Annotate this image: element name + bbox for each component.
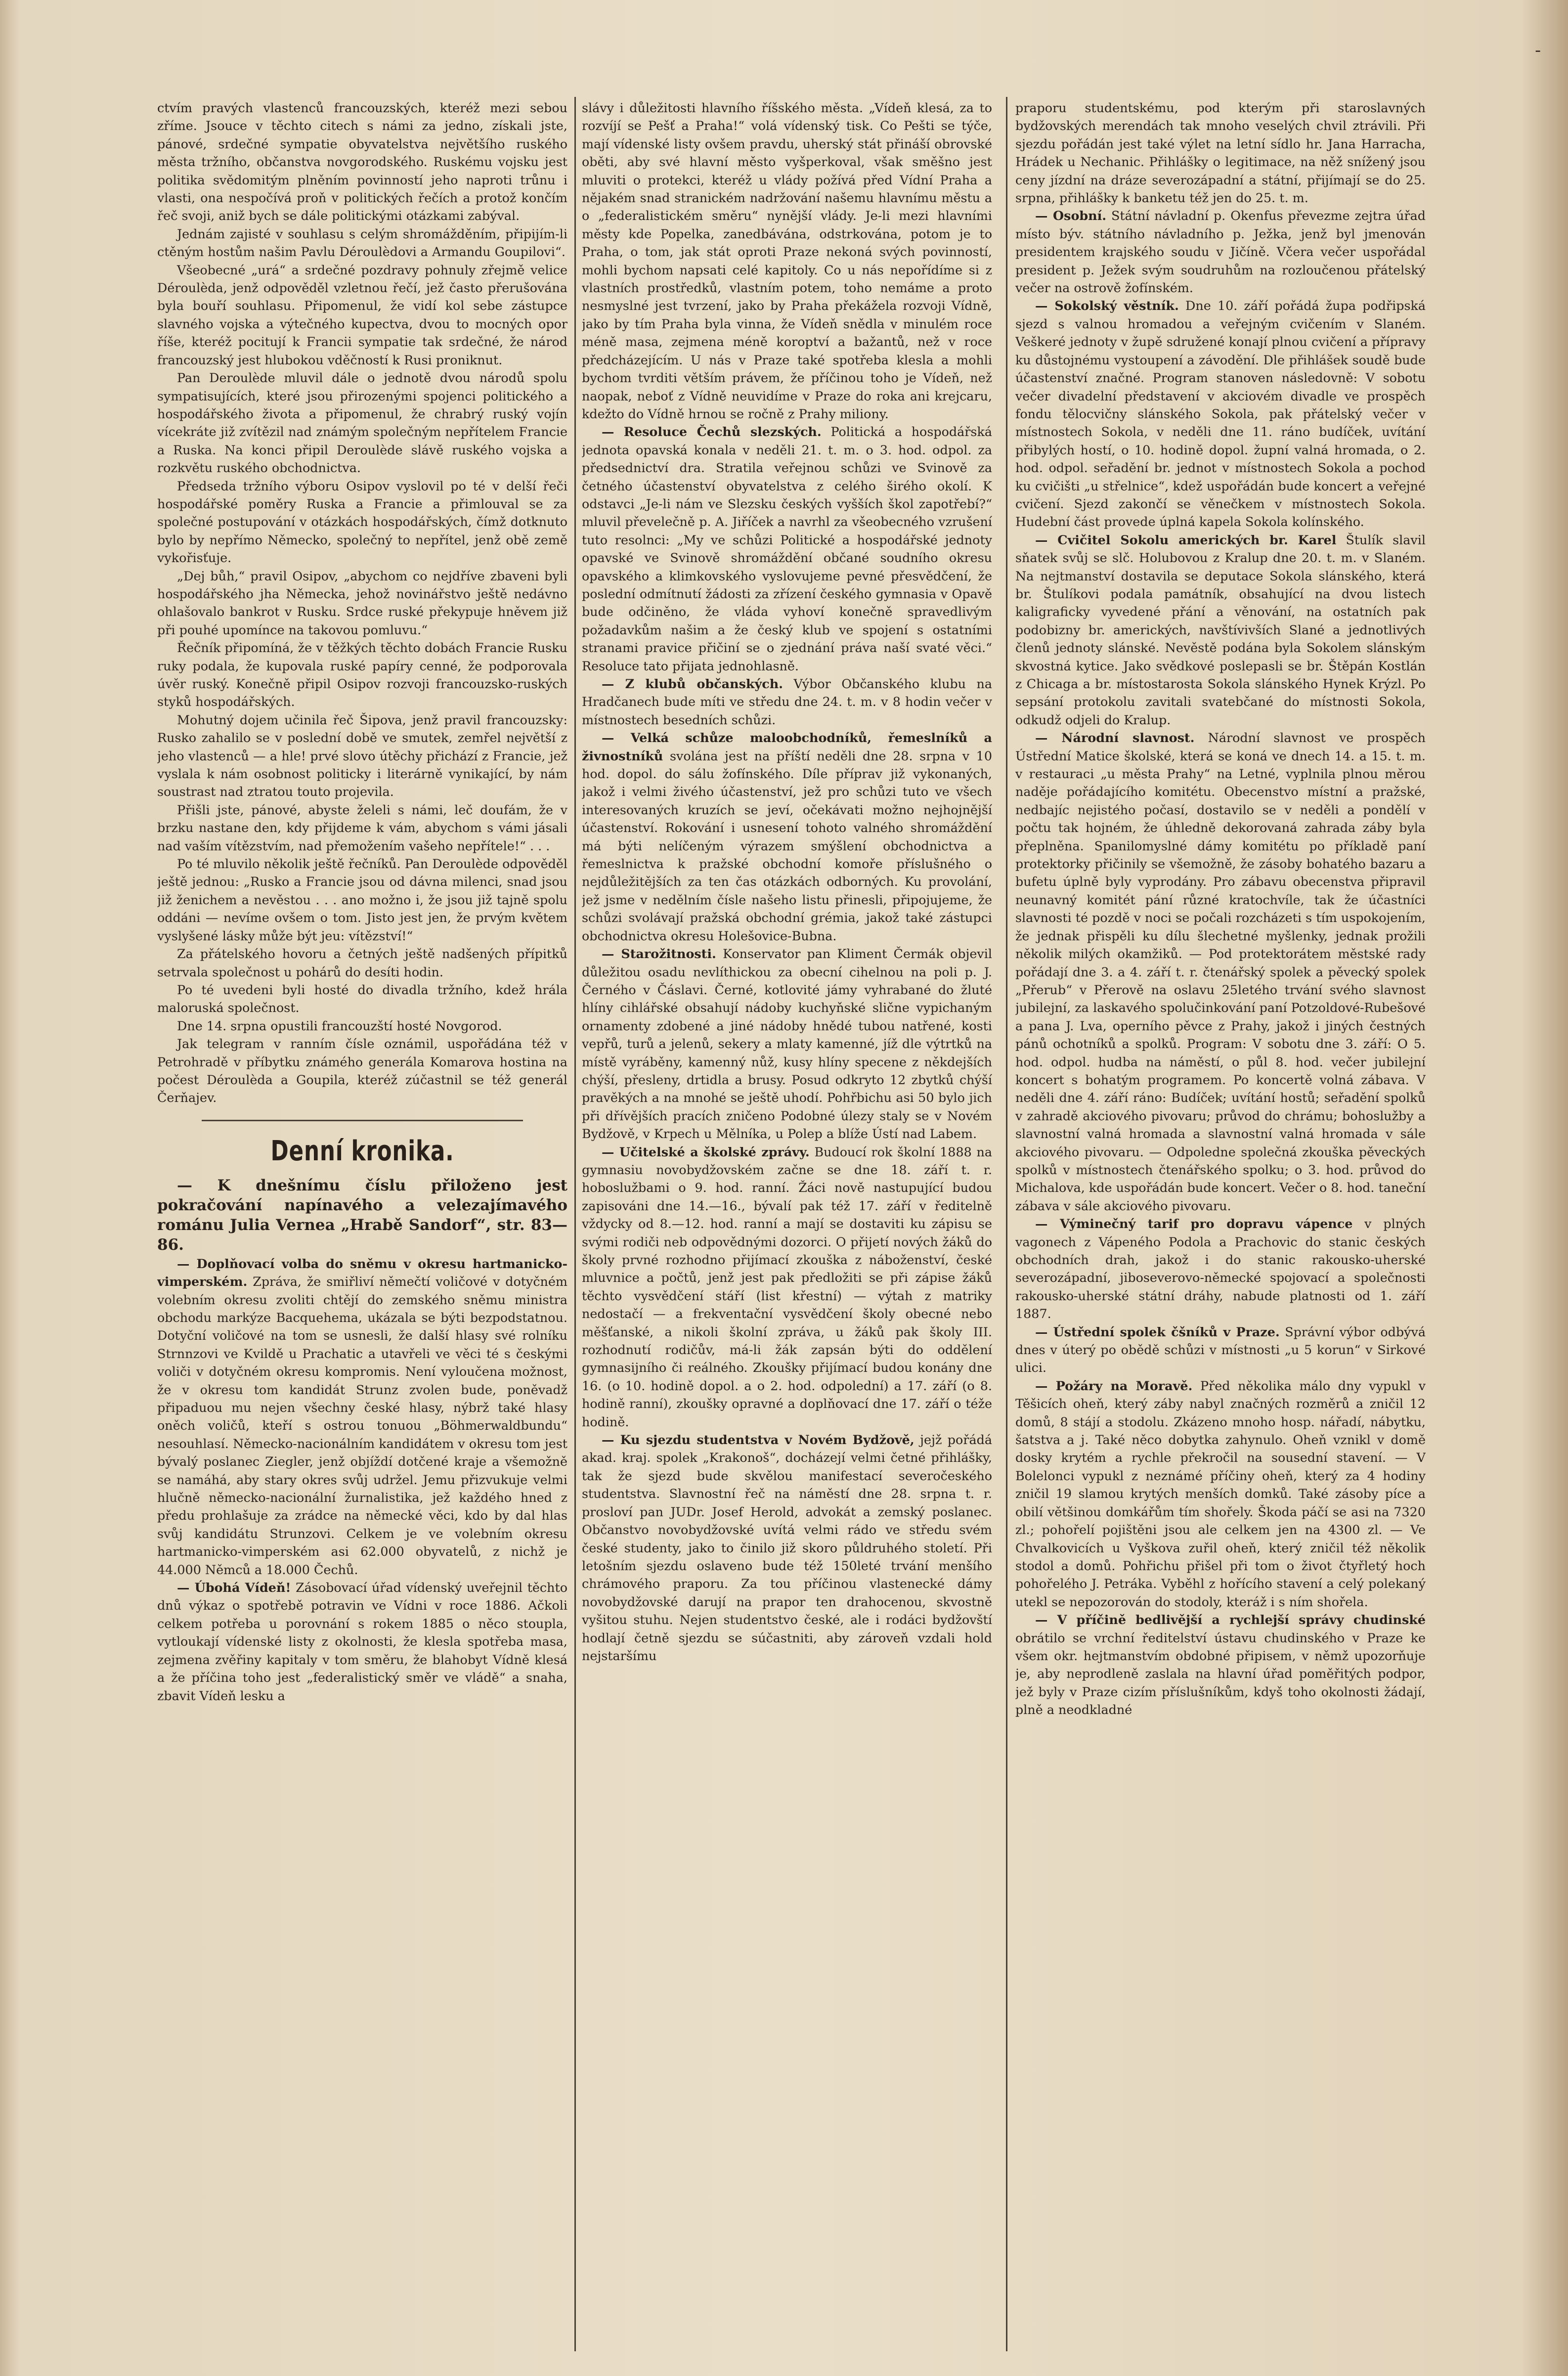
news-body: jejž pořádá akad. kraj. spolek „Krakonoš“, docházejí velmi četné přihlášky, tak že sjezd bude skvělou manifestací severočeského studentstva. Slavnostní řeč na náměstí dne 28. srpna t. r. prosloví pan JUDr. Josef Herold, advokát a zemský poslanec. Občanstvo novobydžovské uvítá velmi rádo ve středu svém české studenty, jako to činilo již skoro půldruhého století. Při letošním sjezdu oslaveno bude též 150leté trvání menšího chrámového praporu. Za tou příčinou vlastenecké dámy novobydžovské darují na prapor ten drahocenou, skvostně vyšitou stuhu. Nejen studentstvo české, ale i rodáci bydžovští hodlají četně sjezdu se súčastniti, aby zároveň vzdali hold nejstaršímu [582,1432,992,1663]
news-item [582,423,992,675]
paragraph: Přišli jste, pánové, abyste želeli s námi, leč doufám, že v brzku nastane den, kdy přijdeme k vám, abychom s vámi jásali nad vaším vítězstvím, nad přemožením vašeho nepřítele!“ . . . [157,802,567,853]
news-body: Zpráva, že smiřliví němečtí voličové v dotyčném volebním okresu zvoliti chtějí do zemského sněmu ministra obchodu markýze Bacquehema, ukázala se býti bezpodstatnou. Dotyční voličové na tom se usnesli, že další hlasy své rolníku Strnnzovi ve Kvildě u Prachatic a utavřeli ve věci té s českými voliči v dotyčném okresu kompromis. Není vyloučena možnost, že v okresu tom kandidát Strunz zvolen bude, poněvadž připaduou mu nejen všechny české hlasy, nýbrž také hlasy oněch voličů, kteří s ostrou tonuou „Böhmerwaldbundu“ nesouhlasí. Německo-nacionálním kandidátem v okresu tom jest bývalý poslanec Ziegler, jenž objíždí dotčené kraje a všemožně se namáhá, aby stary okres svůj udržel. Jemu přizvukuje velmi hlučně německo-nacionální žurnalistika, jež každého hned z předu prohlašuje za zrádce na německé věci, kdo by dal hlas svůj kandidátu Strunzovi. Celkem je ve volebním okresu hartmanicko-vimperském asi 62.000 obyvatelů, z nichž je 44.000 Němců a 18.000 Čechů. [157,1274,567,1577]
news-headline: — Sokolský věstník. [1035,298,1179,313]
news-item [582,729,992,945]
paragraph: slávy i důležitosti hlavního říšského města. „Vídeň klesá, za to rozvíjí se Pešť a Praha!“ volá vídenský tisk. Co Pešti se týče, mají vídenské listy ovšem pravdu, uherský stát přináší obrovské oběti, aby své hlavní město vyšperkoval, však směšno jest mluviti o protekci, kteréž u vlády požívá před Vídní Praha a nějakém snad stranickém nadržování našemu hlavnímu městu a o „federalistickém směru“ nynější vlády. Je-li mezi hlavními městy kde Popelka, zanedbávána, odstrkována, potom je to Praha, o tom, jak stát oproti Praze nekoná svých povinností, mohli bychom napsati celé kapitoly. Co u nás nepořídíme si z vlastních prostředků, vlastním potem, toho nemáme a proto nesmyslné jest tvrzení, jako by Praha překážela rozvoji Vídně, jako by tím Praha byla vinna, že Vídeň snědla v minulém roce méně masa, zejmena méně koroptví a bažantů, než v roce předcházejícím. U nás v Praze také spotřeba klesla a mohli bychom tvrditi větším právem, že příčinou toho je Vídeň, než naopak, neboť z Vídně neuvidíme v Praze do roka ani krejcaru, kdežto do Vídně hrnou se ročně z Prahy miliony. [582,100,992,421]
margin-mark: - [1535,41,1541,60]
section-title: Denní kronika. [270,1135,454,1167]
news-headline: — Národní slavnost. [1035,730,1195,746]
paragraph: „Dej bůh,“ pravil Osipov, „abychom co nejdříve zbaveni byli hospodářského jha Německa, jehož novinářstvo ještě nedávno ohlašovalo bankrot v Rusku. Srdce ruské překypuje hněvem již při pouhé upomínce na takovou pomluvu.“ [157,568,567,637]
paragraph: Pan Deroulède mluvil dále o jednotě dvou národů spolu sympatisujících, které jsou přirozenými spojenci politického a hospodářského života a připomenul, že chrabrý ruský vojín vícekráte již zvítězil nad známým společným nepřítelem Francie a Ruska. Na konci připil Deroulède slávě ruského vojska a rozkvětu ruského obchodnictva. [157,370,567,476]
news-body: Politická a hospodářská jednota opavská konala v neděli 21. t. m. o 3. hod. odpol. za předsednictví dra. Stratila veřejnou schůzi ve Svinově za četného účastenství obyvatelstva z celého širého okolí. K odstavci „Je-li nám ve Slezsku českých vyšších škol zapotřebí?“ mluvil převelečně p. A. Jiříček a navrhl za všeobecného vzrušení tuto resolnci: „My ve schůzi Politické a hospodářské jednoty opavské ve Svinově shromáždění občané soudního okresu opavského a klimkovského vyslovujeme pevné přesvědčení, že poslední odmítnutí žádosti za zřízení českého gymnasia v Opavě bude odčiněno, že vláda vyhoví konečně spravedlivým požadavkům našim a že český klub ve spojení s ostatními stranami pravice přičiní se o zjednání práva naší svaté věci.“ Resoluce tato přijata jednohlasně. [582,424,992,673]
news-headline: — Požáry na Moravě. [1035,1378,1193,1393]
supplement-notice: — K dnešnímu číslu přiloženo jest pokračování napínavého a velezajímavého románu Julia Vernea „Hrabě Sandorf“, str. 83—86. [157,1176,567,1254]
news-item [582,675,992,729]
news-body: Zásobovací úřad vídenský uveřejnil těchto dnů výkaz o spotřebě potravin ve Vídni v roce 1886. Ačkoli celkem potřeba u porovnání s rokem 1885 o něco stoupla, vytloukají vídenské listy z okolnosti, že klesla spotřeba masa, zejmena zvěřiny kapitaly v tom směru, že blahobyt Vídně klesá a že příčina toho jest „federalistický směr ve vládě“ a snaha, zbavit Vídeň lesku a [157,1580,567,1703]
paragraph: Po té mluvilo několik ještě řečníků. Pan Deroulède odpověděl ještě jednou: „Rusko a Francie jsou od dávna milenci, snad jsou již ženichem a nevěstou . . . ano možno i, že jsou již tajně spolu oddáni — nevíme ovšem o tom. Jisto jest jen, že prvým květem vyslyšené lásky může být jeu: vítězství!“ [157,856,567,943]
column-2 [582,99,992,2353]
news-body: Štulík slavil sňatek svůj se slč. Holubovou z Kralup dne 20. t. m. v Slaném. Na nejtmanství dostavila se deputace Sokola slánského, která br. Štulíkovi podala památník, obsahující na dvou listech kaligraficky vyvedené přání a věnování, na ostatních pak podobizny br. amerických, navštívivších Slané a jednotlivých členů jednoty slánské. Nevěstě podána byla Sokolem slánským skvostná kytice. Jako svědkové poslepasli se br. Štěpán Kostlán z Chicaga a br. místostarosta Sokola slánského Hynek Krýzl. Po sepsání protokolu zavitali svatebčané do místnosti Sokola, odkudž odjeli do Kralup. [1015,532,1426,727]
news-item [582,945,992,1143]
news-item [1015,1215,1426,1322]
news-headline: — Učitelské a školské zprávy. [602,1144,810,1159]
news-item [1015,297,1426,530]
news-headline: — Doplňovací volba do sněmu v okresu hartmanicko-vimperském. [157,1256,567,1289]
news-item [1015,1611,1426,1718]
news-item [157,1255,567,1579]
news-item [157,1579,567,1705]
news-body: Výbor Občanského klubu na Hradčanech bude míti ve středu dne 24. t. m. v 8 hodin večer v místnostech besedních schůzi. [582,676,992,727]
paragraph: Jednám zajisté v souhlasu s celým shromážděním, připijím-li ctěným hostům našim Pavlu Déroulèdovi a Armandu Goupilovi“. [157,226,567,260]
news-item [1015,531,1426,729]
paragraph: Mohutný dojem učinila řeč Šipova, jenž pravil francouzsky: Rusko zahalilo se v poslední době ve smutek, zemřel největší z jeho vlastenců — a hle! prvé slovo útěchy přichází z Francie, jež vyslala k nám osobnost politicky i literárně vynikající, by nám soustrast nad ztratou touto projevila. [157,712,567,799]
news-item [582,1431,992,1665]
news-headline: — Osobní. [1035,208,1107,223]
news-body: Před několika málo dny vypukl v Těšicích oheň, který záby nabyl značných rozměrů a zničil 12 domů, 8 stájí a stodolu. Zkázeno mnoho hosp. nářadí, nábytku, šatstva a j. Také něco dobytka zahynulo. Oheň vznikl v domě dosky krytém a rychle překročil na sousední stavení. — V Bolelonci vypukl z neznámé příčiny oheň, který za 4 hodiny zničil 19 slamou krytých menších domků. Také zásoby píce a obilí většinou domkářům tím shořely. Škoda páčí se asi na 7320 zl.; pohořelí pojištěni jsou ale celkem jen na 4300 zl. — Ve Chvalkovicích u Vyškova zuřil oheň, který zničil též několik stodol a domů. Pohřichu přišel při tom o život čtyřletý hoch pohořelého J. Petráka. Vyběhl z hořícího stavení a celý polekaný utekl se nepozorován do stodoly, kteráž i s ním shořela. [1015,1378,1426,1609]
news-item [1015,207,1426,297]
column-rule [574,97,576,2351]
news-item [1015,1323,1426,1377]
paragraph: praporu studentskému, pod kterým při staroslavných bydžovských merendách tak mnoho veselých chvil ztrávili. Při sjezdu pořádán jest také výlet na letní sídlo hr. Jana Harracha, Hrádek u Nechanic. Přihlášky o legitimace, na něž snížený jsou ceny jízdní na dráze severozápadní a státní, přijímají se do 25. srpna, přihlášky k banketu též jen do 25. t. m. [1015,100,1426,206]
paragraph: Předseda tržního výboru Osipov vyslovil po té v delší řeči hospodářské poměry Ruska a Francie a přimlouval se za společné postupování v otázkách hospodářských, čímž dotknuto bylo by nepřímo Německo, společný to nepřítel, jenž obě země vykořisťuje. [157,478,567,566]
paragraph: Řečník připomíná, že v těžkých těchto dobách Francie Rusku ruky podala, že kupovala ruské papíry cenné, že podporovala úvěr ruský. Konečně připil Osipov rozvoji francouzsko-ruských styků hospodářských. [157,640,567,709]
news-body: Státní návladní p. Okenfus převezme zejtra úřad místo býv. státního návladního p. Ježka, jenž byl jmenován presidentem krajského soudu v Jičíně. Včera večer uspořádal president p. Ježek svým soudruhům na rozloučenou přátelský večer na ostrově žofínském. [1015,208,1426,296]
news-body: Správní výbor odbývá dnes v úterý po obědě schůzi v místnosti „u 5 korun“ v Sirkové ulici. [1015,1324,1426,1375]
news-headline: — Ku sjezdu studentstva v Novém Bydžově, [602,1432,915,1448]
column-1 [157,99,567,2353]
news-item [582,1143,992,1431]
paragraph: Jak telegram v ranním čísle oznámil, uspořádána též v Petrohradě v příbytku známého generála Komarova hostina na počest Déroulèda a Goupila, kteréž zúčastnil se též generál Čerňajev. [157,1036,567,1105]
news-item [1015,729,1426,1215]
news-headline: — Starožitnosti. [602,946,716,962]
paragraph: ctvím pravých vlastenců francouzských, kteréž mezi sebou zříme. Jsouce v těchto citech s námi za jedno, získali jste, pánové, srdečné sympatie obyvatelstva největšího ruského města tržního, občanstva novgorodského. Ruskému vojsku jest politika svědomitým plněním povinností jeho naproti trůnu i vlasti, ona nespočívá proň v politických řečích a protož končím řeč svoji, aniž bych se dále politickými otázkami zabýval. [157,100,567,223]
section-divider [202,1120,523,1121]
paragraph: Za přátelského hovoru a četných ještě nadšených přípitků setrvala společnost u pohárů do desíti hodin. [157,946,567,979]
news-body: v plných vagonech z Vápeného Podola a Prachovic do stanic českých obchodních drah, jakož i do stanic rakousko-uherské severozápadní, jiboseverovo-německé spojovací a společnosti rakousko-uherské státní dráhy, nabude platnosti od 1. září 1887. [1015,1216,1426,1321]
news-body: Dne 10. září pořádá župa podřipská sjezd s valnou hromadou a veřejným cvičením v Slaném. Veškeré jednoty v župě sdružené konají plnou cvičení a přípravy ku důstojnému vystoupení a závodění. Dle přihlášek soudě bude účastenství značné. Program stanoven následovně: V sobotu večer divadelní představení v akciovém divadle ve prospěch fondu tělocvičny slánského Sokola, pak přátelský večer v místnostech Sokola, v neděli dne 11. ráno budíček, uvítání přibylých hostí, o 10. hodině dopol. župní valná hromada, o 2. hod. odpol. seřadění br. jednot v místnostech Sokola a pochod ku cvičišti „u střelnice“, kdež uspořádán bude koncert a veřejné cvičení. Sjezd zakončí se věnečkem v místnostech Sokola. Hudební část provede úplná kapela Sokola kolínského. [1015,298,1426,529]
news-headline: — Z klubů občanských. [602,676,783,691]
news-body: obrátilo se vrchní ředitelství ústavu chudinského v Praze ke všem okr. hejtmanstvím obdobné připisem, v němž upozorňuje je, aby neprodleně zaslala na hlavní úřad poměřitých podpor, jež byly v Praze cizím příslušníkům, kdyš toho okolnosti žádají, plně a neodkladné [1015,1630,1426,1717]
news-headline: — Resoluce Čechů slezských. [602,424,822,440]
paragraph: Po té uvedeni byli hosté do divadla tržního, kdež hrála maloruská společnost. [157,982,567,1015]
news-body: Konservator pan Kliment Čermák objevil důležitou osadu nevlíthickou za obecní cihelnou na poli p. J. Černého v Čáslavi. Černé, kotlovité jámy vyhrabané do žluté hlíny cihlářské obsahují nádoby kuchyňské slične vypichaným ornamenty zdobené a jiné nádoby hnědé tubou natřené, kosti vepřů, turů a jelenů, sekery a mlaty kamenné, jíž dle výtrtků na místě vyráběny, kamenný nůž, kusy hlíny specene z někdejších chýší, přesleny, drtidla a brusy. Posud odkryto 12 zbytků chýší pravěkých a na mnohé se ještě uhodí. Pohřbichu asi 50 bylo jich při dřívějších pracích zničeno Podobné úlezy staly se v Novém Bydžově, v Krpech u Mělníka, u Polep a blíže Ústí nad Labem. [582,946,992,1142]
paragraph: Dne 14. srpna opustili francouzští hosté Novgorod. [177,1018,502,1033]
news-item [1015,1377,1426,1611]
news-headline: — Úbohá Vídeň! [177,1580,291,1595]
column-rule [1006,97,1007,2351]
news-headline: — Velká schůze maloobchodníků, řemeslníků a živnostníků [582,730,992,763]
news-headline: — Výminečný tarif pro dopravu vápence [1035,1216,1353,1232]
news-headline: — Cvičitel Sokolu amerických br. Karel [1035,532,1337,547]
column-3 [1015,99,1426,2353]
news-body: Budoucí rok školní 1888 na gymnasiu novobydžovském začne se dne 18. září t. r. hoboslužbami o 9. hod. ranní. Žáci nově nastupující budou zapisováni dne 14.—16., bývalí pak též 17. září v ředitelně vždycky od 8.—12. hod. ranní a mají se dostaviti ku zápisu se svými rodiči neb odpovědnými dozorci. O přijetí nových žáků do školy prvné rozhodno přijímací zkouška z náboženství, české mluvnice a počtů, jenž jest pak předložiti se při zápise žáků těchto vysvědčení stáří (list křestní) — výtah z matriky nedostačí — a frekventační vysvědčení školy obecné nebo měšťanské, a nikoli školní zpráva, u žáků pak školy III. rozhodnutí rodičův, má-li žák zapsán býti do oddělení gymnasijního či reálného. Zkoušky přijímací budou konány dne 16. (o 10. hodině dopol. a o 2. hod. odpolední) a 17. září (o 8. hodině ranní), zkoušky opravné a doplňovací dne 17. září o téže hodině. [582,1144,992,1429]
news-headline: — Ústřední spolek čšníků v Praze. [1035,1324,1280,1339]
news-headline: — V příčině bedlivější a rychlejší správy chudinské [1035,1612,1426,1628]
paragraph: Všeobecné „urá“ a srdečné pozdravy pohnuly zřejmě velice Déroulèda, jenž odpověděl vzletnou řečí, jež často přerušována byla bouří souhlasu. Připomenul, že vidí kol sebe zástupce slavného vojska a výtečného kupectva, dvou to mocných opor říše, kteréž pocitují k Francii sympatie tak srdečné, že národ francouzský jest hlubokou vděčností k Rusi proniknut. [157,262,567,367]
news-body: svolána jest na příští neděli dne 28. srpna v 10 hod. dopol. do sálu žofínského. Díle příprav již vykonaných, jakož i velmi živého účastenství, jež pro schůzi tuto ve všech interesovaných kruzích se jeví, očekávati možno nejhojnější účastenství. Rokování i usnesení tohoto valného shromáždění má býti nelíčeným výrazem smýšlení obchodnictva a řemeslnictva k pražské obchodní komoře příslušného o nejdůležitějších za ten čas otázkách odborných. Ku provolání, jež jsme v nedělním čísle našeho listu přinesli, připojujeme, že schůzi svolávají pražská obchodní grémia, jakož také zástupci obchodnictva okresu Holešovice-Bubna. [582,748,992,943]
news-body: Národní slavnost ve prospěch Ústřední Matice školské, která se koná ve dnech 14. a 15. t. m. v restauraci „u města Prahy“ na Letné, vyplnila plnou měrou naděje pořádajícího komitétu. Obecenstvo místní a pražské, nedbajíc nejistého počasí, dostavilo se v neděli a pondělí v počtu tak hojném, že úhledně dekorovaná zahrada záby byla přeplněna. Spanilomyslné dámy komitétu po příkladě paní protektorky přičinily se všemožně, že zásoby bohatého bazaru a bufetu úplně byly vyprodány. Pro zábavu obecenstva připravil neunavný komitét pání různé kratochvíle, tak že účastníci slavnosti té pozdě v noci se počali rozcházeti s tím uspokojením, že jednak přispěli ku dílu šlechetné myšlenky, jednak prožili několik milých okamžiků. — Pod protektorátem městské rady pořádají dne 3. a 4. září t. r. čtenářský spolek a pěvecký spolek „Přerub“ v Přerově na oslavu 25letého trvání svého slavnost jubilejní, za laskavého spolučinkování paní Potzoldové-Rubešové a pana J. Lva, operního pěvce z Prahy, jakož i jiných čestných pánů ochotníků a spolků. Program: V sobotu dne 3. září: O 5. hod. odpol. hudba na náměstí, o půl 8. hod. večer jubilejní koncert s bohatým programem. Po koncertě volná zábava. V neděli dne 4. září ráno: Budíček; uvítání hostů; seřadění spolků v zahradě akciového pivovaru; průvod do chrámu; bohoslužby a slavnostní valná hromada a slavnostní valná hromada v sále akciového pivovaru. — Odpoledne společná zkouška pěveckých spolků v místnostech čtenářského spolku; o 3. hod. průvod do Michalova, kde uspořádán bude koncert. Večer o 8. hod. taneční zábava v sále akciového pivovaru. [1015,730,1426,1213]
